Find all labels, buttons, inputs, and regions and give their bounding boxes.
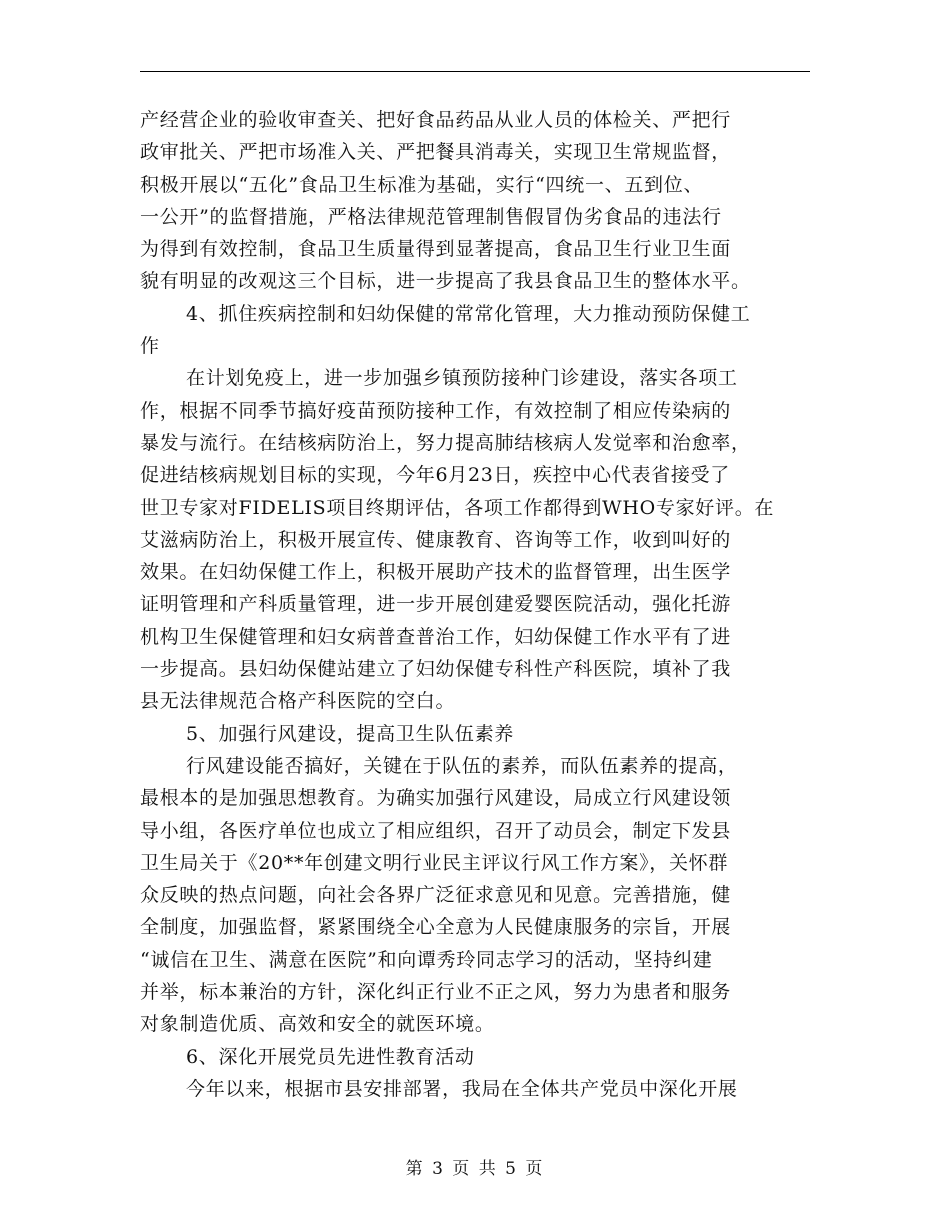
text-line: 对象制造优质、高效和安全的就医环境。: [140, 1013, 495, 1036]
text-line: 政审批关、严把市场准入关、严把餐具消毒关，实现卫生常规监督，: [140, 141, 732, 164]
text-line: 导小组，各医疗单位也成立了相应组织，召开了动员会，制定下发县: [140, 819, 732, 842]
text-line: 5、加强行风建设，提高卫生队伍素养: [186, 722, 514, 745]
text-line: 全制度，加强监督，紧紧围绕全心全意为人民健康服务的宗旨，开展: [140, 916, 732, 939]
text-line: 并举，标本兼治的方针，深化纠正行业不正之风，努力为患者和服务: [140, 981, 732, 1004]
text-line: 促进结核病规划目标的实现，今年6月23日，疾控中心代表省接受了: [140, 464, 730, 487]
text-line: 为得到有效控制，食品卫生质量得到显著提高，食品卫生行业卫生面: [140, 238, 732, 261]
text-line: 今年以来，根据市县安排部署，我局在全体共产党员中深化开展: [186, 1077, 738, 1100]
text-line: 卫生局关于《20**年创建文明行业民主评议行风工作方案》，关怀群: [140, 851, 729, 874]
text-line: 6、深化开展党员先进性教育活动: [186, 1045, 475, 1068]
text-line: 效果。在妇幼保健工作上，积极开展助产技术的监督管理，出生医学: [140, 561, 732, 584]
header-rule: [140, 71, 810, 72]
text-line: 行风建设能否搞好，关键在于队伍的素养，而队伍素养的提高，: [186, 754, 738, 777]
text-line: 在计划免疫上，进一步加强乡镇预防接种门诊建设，落实各项工: [186, 367, 738, 390]
text-line: 作: [140, 335, 160, 358]
body-text: [140, 104, 810, 1105]
text-line: 作，根据不同季节搞好疫苗预防接种工作，有效控制了相应传染病的: [140, 399, 732, 422]
text-line: 世卫专家对FIDELIS项目终期评估，各项工作都得到WHO专家好评。在: [140, 496, 775, 519]
text-line: 貌有明显的改观这三个目标，进一步提高了我县食品卫生的整体水平。: [140, 270, 751, 293]
text-line: 一步提高。县妇幼保健站建立了妇幼保健专科性产科医院，填补了我: [140, 658, 732, 681]
text-line: 一公开”的监督措施，严格法律规范管理制售假冒伪劣食品的违法行: [140, 205, 722, 228]
text-line: 暴发与流行。在结核病防治上，努力提高肺结核病人发觉率和治愈率，: [140, 431, 751, 454]
text-line: 县无法律规范合格产科医院的空白。: [140, 690, 456, 713]
text-line: 机构卫生保健管理和妇女病普查普治工作，妇幼保健工作水平有了进: [140, 625, 732, 648]
text-line: “诚信在卫生、满意在医院”和向谭秀玲同志学习的活动，坚持纠建: [140, 948, 713, 971]
text-line: 积极开展以“五化”食品卫生标准为基础，实行“四统一、五到位、: [140, 173, 704, 196]
text-line: 最根本的是加强思想教育。为确实加强行风建设，局成立行风建设领: [140, 787, 732, 810]
text-line: 众反映的热点问题，向社会各界广泛征求意见和见意。完善措施，健: [140, 884, 732, 907]
page-footer: 第 3 页 共 5 页: [405, 1159, 545, 1179]
text-line: 艾滋病防治上，积极开展宣传、健康教育、咨询等工作，收到叫好的: [140, 528, 732, 551]
text-line: 产经营企业的验收审查关、把好食品药品从业人员的体检关、严把行: [140, 109, 732, 131]
text-line: 4、抓住疾病控制和妇幼保健的常常化管理，大力推动预防保健工: [186, 302, 751, 325]
text-line: 证明管理和产科质量管理，进一步开展创建爱婴医院活动，强化托游: [140, 593, 732, 616]
